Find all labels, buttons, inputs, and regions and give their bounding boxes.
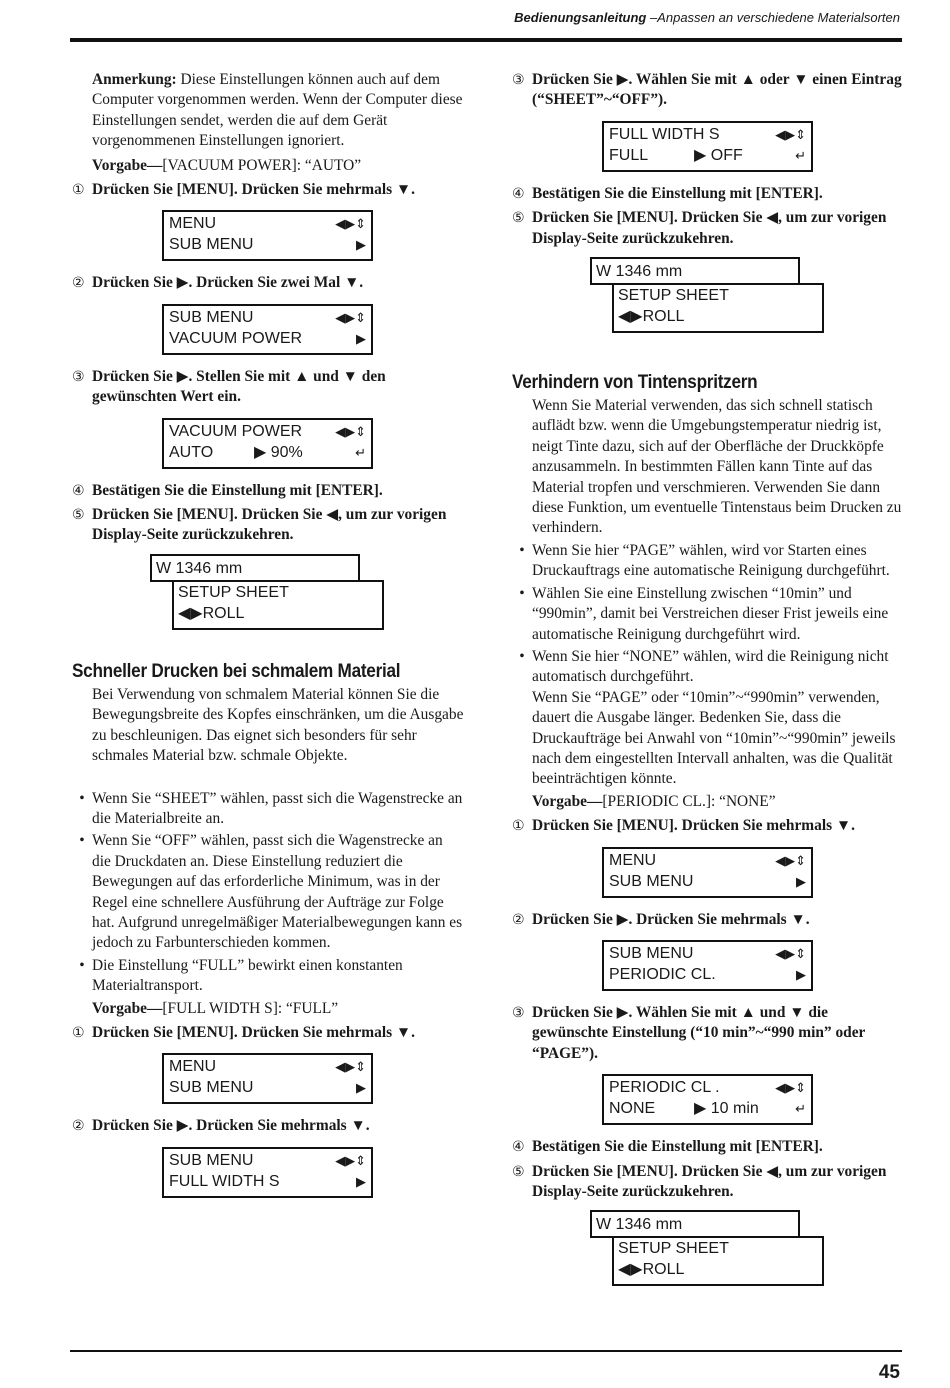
step-2: ② Drücken Sie ▶. Drücken Sie mehrmals ▼. (72, 1117, 370, 1135)
step-5: ⑤ Drücken Sie [MENU]. Drücken Sie ◀, um zur vorigen Display-Seite zurückzukehren. (512, 209, 887, 247)
step-5: ⑤ Drücken Sie [MENU]. Drücken Sie ◀, um zur vorigen Display-Seite zurückzukehren. (72, 506, 447, 544)
right-arrow-icon: ▶ (356, 1080, 366, 1096)
nav-arrows-icon: ◀▶⇕ (335, 423, 366, 439)
section-text: Bei Verwendung von schmalem Material können Sie die Bewegungsbreite des Kopfes einschränken, um die Ausgabe zu beschleunigen. Das eignet sich besonders für sehr schmales Material bzw. schmale Objekte. (92, 685, 464, 765)
stacked-display: W 1346 mm SETUP SHEET ◀▶ROLL (590, 1210, 830, 1290)
right-arrow-icon: ▶ (796, 966, 806, 982)
section-heading: Schneller Drucken bei schmalem Material (72, 659, 401, 682)
nav-arrows-icon: ◀▶⇕ (335, 309, 366, 325)
enter-icon: ↵ (795, 1101, 806, 1117)
bullet: • Wählen Sie eine Einstellung zwischen “10min” und “990min”, damit bei Verstreichen dieser Frist jeweils eine automatische Reinigung durchgeführt wird. (519, 584, 889, 643)
nav-arrows-icon: ◀▶⇕ (335, 1152, 366, 1168)
step-1: ① Drücken Sie [MENU]. Drücken Sie mehrmals ▼. (512, 817, 856, 835)
step-2: ② Drücken Sie ▶. Drücken Sie mehrmals ▼. (512, 910, 810, 928)
default-fullwidth: Vorgabe—[FULL WIDTH S]: “FULL” (92, 999, 339, 1017)
header-rule (70, 38, 902, 42)
nav-arrows-icon: ◀▶⇕ (775, 945, 806, 961)
step-4: ④ Bestätigen Sie die Einstellung mit [ENTER]. (512, 184, 823, 202)
lcd-display: MENU ◀▶⇕ SUB MENU ▶ (162, 210, 373, 261)
enter-icon: ↵ (355, 444, 366, 460)
page-number: 45 (878, 1362, 900, 1383)
left-column (72, 70, 464, 1210)
step-4: ④ Bestätigen Sie die Einstellung mit [ENTER]. (72, 481, 383, 499)
note: Anmerkung: Diese Einstellungen können auch auf dem Computer vorgenommen werden. Wenn der Computer diese Einstellungen sendet, werden die auf dem Gerät vorgenommenen Einstellungen ignoriert. (92, 71, 463, 150)
lcd-display: SUB MENU ◀▶⇕ PERIODIC CL. ▶ (602, 940, 813, 991)
lcd-display: PERIODIC CL . ◀▶⇕ NONE ▶ 10 min ↵ (602, 1074, 813, 1125)
nav-arrows-icon: ◀▶⇕ (335, 1059, 366, 1075)
step-1: ① Drücken Sie [MENU]. Drücken Sie mehrmals ▼. (72, 181, 416, 199)
lcd-display: MENU ◀▶⇕ SUB MENU ▶ (602, 847, 813, 898)
right-arrow-icon: ▶ (356, 237, 366, 253)
step-5: ⑤ Drücken Sie [MENU]. Drücken Sie ◀, um zur vorigen Display-Seite zurückzukehren. (512, 1162, 887, 1200)
step-3: ③ Drücken Sie ▶. Wählen Sie mit ▲ oder ▼ einen Eintrag (“SHEET”~“OFF”). (512, 71, 902, 109)
bullet: • Wenn Sie “OFF” wählen, passt sich die Wagenstrecke an die Druckdaten an. Diese Einstellung reduziert die Bewegungen auf das erforderliche Minimum, was in der Regel eine schnellere Ausführung der Aufträge zur Folge hat. Aufgrund unregelmäßiger Materialbewegungen kann es jedoch zu Farbunterschieden kommen. (79, 832, 463, 952)
running-header: Bedienungsanleitung –Anpassen an verschiedene Materialsorten (514, 10, 900, 25)
step-3: ③ Drücken Sie ▶. Wählen Sie mit ▲ und ▼ die gewünschte Einstellung (“10 min”~“990 min” oder “PAGE”). (512, 1003, 866, 1062)
right-arrow-icon: ▶ (356, 1173, 366, 1189)
step-1: ① Drücken Sie [MENU]. Drücken Sie mehrmals ▼. (72, 1023, 416, 1041)
enter-icon: ↵ (795, 147, 806, 163)
step-2: ② Drücken Sie ▶. Drücken Sie zwei Mal ▼. (72, 274, 364, 292)
stacked-display: W 1346 mm SETUP SHEET ◀▶ROLL (150, 554, 390, 634)
footer-rule (70, 1350, 902, 1352)
nav-arrows-icon: ◀▶⇕ (775, 1080, 806, 1096)
bullet: • Wenn Sie “SHEET” wählen, passt sich die Wagenstrecke an die Materialbreite an. (79, 789, 463, 827)
right-column (512, 70, 904, 1302)
bullet: • Die Einstellung “FULL” bewirkt einen konstanten Materialtransport. (79, 956, 403, 995)
default-vacuum: Vorgabe—[VACUUM POWER]: “AUTO” (92, 156, 362, 174)
nav-arrows-icon: ◀▶⇕ (775, 852, 806, 868)
lcd-display: MENU ◀▶⇕ SUB MENU ▶ (162, 1053, 373, 1104)
lcd-display: FULL WIDTH S ◀▶⇕ FULL ▶ OFF ↵ (602, 121, 813, 172)
stacked-display: W 1346 mm SETUP SHEET ◀▶ROLL (590, 257, 830, 337)
nav-arrows-icon: ◀▶⇕ (775, 126, 806, 142)
step-4: ④ Bestätigen Sie die Einstellung mit [ENTER]. (512, 1138, 823, 1156)
section-heading: Verhindern von Tintenspritzern (512, 371, 758, 394)
lcd-display: SUB MENU ◀▶⇕ FULL WIDTH S ▶ (162, 1147, 373, 1198)
default-periodic: Vorgabe—[PERIODIC CL.]: “NONE” (532, 792, 776, 810)
lcd-display: VACUUM POWER ◀▶⇕ AUTO ▶ 90% ↵ (162, 418, 373, 469)
lcd-display: SUB MENU ◀▶⇕ VACUUM POWER ▶ (162, 304, 373, 355)
bullet: • Wenn Sie hier “NONE” wählen, wird die Reinigung nicht automatisch durchgeführt. Wenn Sie “PAGE” oder “10min”~“990min” verwenden, dauert die Ausgabe länger. Bedenken Sie, dass die Druckaufträge bei Anwahl von “10min”~“990min” jeweils nach dem eingestellten Intervall anhalten, was die Qualität beeinträchtigen könnte. (519, 647, 896, 788)
bullet: • Wenn Sie hier “PAGE” wählen, wird vor Starten eines Druckauftrags eine automatische Reinigung durchgeführt. (519, 541, 890, 580)
step-3: ③ Drücken Sie ▶. Stellen Sie mit ▲ und ▼ den gewünschten Wert ein. (72, 367, 386, 406)
section-text: Wenn Sie Material verwenden, das sich schnell statisch auflädt bzw. wenn die Umgebungstemperatur niedrig ist, neigt Tinte dazu, sich auf der Oberfläche der Druckköpfe anzusammeln. In bestimmten Fällen kann Tinte auf das Material tropfen und verschmieren. Verwenden Sie dann diese Funktion, um eventuelle Tintenstaus beim Drucken zu verhindern. (532, 397, 902, 537)
right-arrow-icon: ▶ (796, 873, 806, 889)
nav-arrows-icon: ◀▶⇕ (335, 216, 366, 232)
right-arrow-icon: ▶ (356, 330, 366, 346)
